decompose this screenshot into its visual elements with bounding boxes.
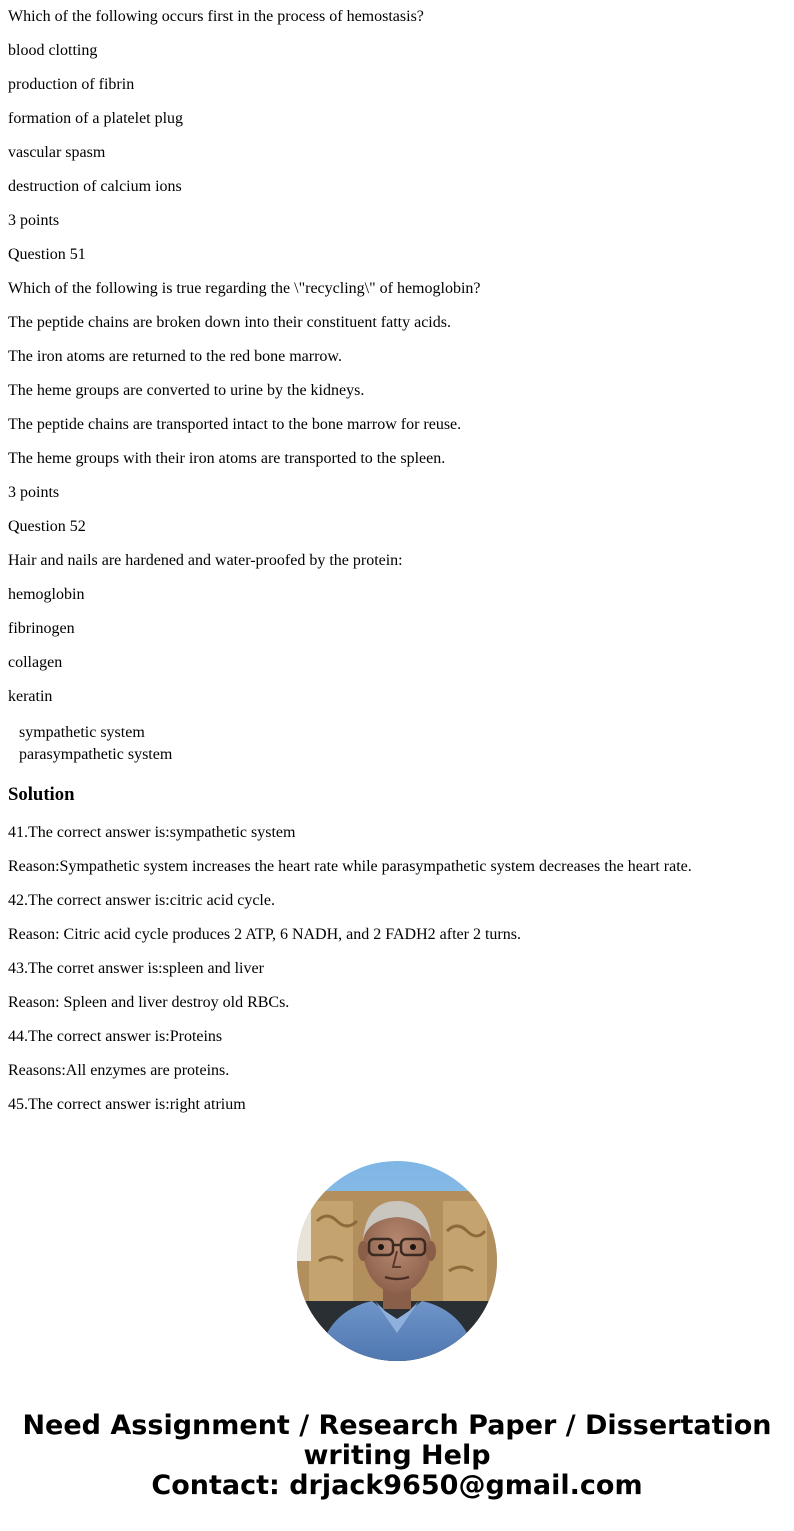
solution-line: 44.The correct answer is:Proteins <box>8 1028 223 1045</box>
answer-option: hemoglobin <box>8 586 85 603</box>
solution-line: 41.The correct answer is:sympathetic system <box>8 824 296 841</box>
answer-option: The heme groups are converted to urine by the kidneys. <box>8 382 365 399</box>
answer-option: collagen <box>8 654 63 671</box>
question-51-text: Which of the following is true regarding the \"recycling\" of hemoglobin? <box>8 280 481 297</box>
solution-line: 42.The correct answer is:citric acid cycle. <box>8 892 275 909</box>
author-avatar <box>297 1161 497 1361</box>
answer-option: keratin <box>8 688 53 705</box>
answer-option: The peptide chains are broken down into their constituent fatty acids. <box>8 314 451 331</box>
contact-email: Contact: drjack9650@gmail.com <box>151 1470 643 1501</box>
points-label: 3 points <box>8 212 60 229</box>
answer-option: fibrinogen <box>8 620 75 637</box>
extra-option: parasympathetic system <box>19 746 173 763</box>
answer-option: The iron atoms are returned to the red bone marrow. <box>8 348 342 365</box>
solution-heading: Solution <box>8 784 75 805</box>
solution-line: Reason: Spleen and liver destroy old RBCs. <box>8 994 290 1011</box>
extra-options-list <box>8 722 786 766</box>
answer-option: blood clotting <box>8 42 98 59</box>
answer-option: production of fibrin <box>8 76 135 93</box>
points-label: 3 points <box>8 484 60 501</box>
cta-line: writing Help <box>303 1440 491 1471</box>
document-body <box>0 8 794 1114</box>
solution-line: 45.The correct answer is:right atrium <box>8 1096 246 1113</box>
answer-option: vascular spasm <box>8 144 106 161</box>
answer-option: The heme groups with their iron atoms are transported to the spleen. <box>8 450 446 467</box>
author-portrait-image <box>297 1161 497 1361</box>
cta-line: Need Assignment / Research Paper / Dissertation <box>22 1410 772 1441</box>
answer-option: destruction of calcium ions <box>8 178 182 195</box>
answer-option: The peptide chains are transported intact to the bone marrow for reuse. <box>8 416 462 433</box>
contact-banner <box>0 1411 794 1501</box>
question-52-label: Question 52 <box>8 518 86 535</box>
answer-option: formation of a platelet plug <box>8 110 184 127</box>
solution-line: Reasons:All enzymes are proteins. <box>8 1062 230 1079</box>
question-52-text: Hair and nails are hardened and water-proofed by the protein: <box>8 552 403 569</box>
solution-line: 43.The corret answer is:spleen and liver <box>8 960 264 977</box>
question-51-label: Question 51 <box>8 246 86 263</box>
solution-line: Reason: Citric acid cycle produces 2 ATP, 6 NADH, and 2 FADH2 after 2 turns. <box>8 926 521 943</box>
solution-line: Reason:Sympathetic system increases the heart rate while parasympathetic system decreases the heart rate. <box>8 858 692 875</box>
question-50-text: Which of the following occurs first in the process of hemostasis? <box>8 8 424 25</box>
extra-option: sympathetic system <box>19 724 145 741</box>
